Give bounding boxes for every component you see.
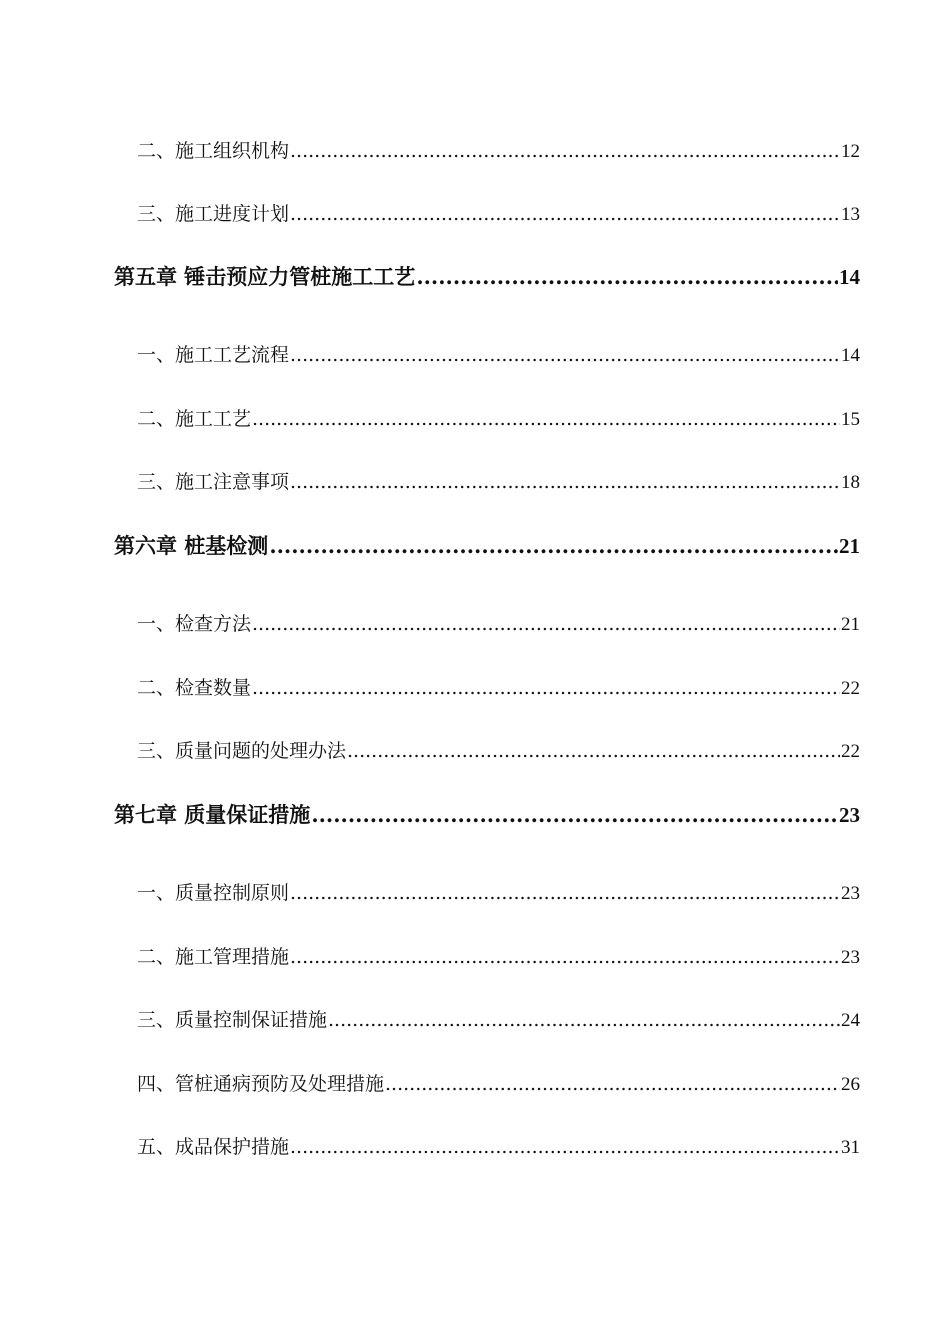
toc-entry[interactable] [137, 1005, 860, 1035]
toc-dot-leader [416, 262, 838, 292]
toc-dot-leader [290, 942, 840, 972]
toc-entry-title: 二、检查数量 [137, 677, 252, 699]
toc-dot-leader [290, 340, 840, 370]
toc-page-number: 12 [841, 141, 860, 162]
toc-dot-leader [269, 531, 838, 561]
toc-entry[interactable] [137, 136, 860, 166]
toc-entry[interactable] [137, 878, 860, 908]
toc-page-number: 31 [841, 1137, 860, 1158]
toc-dot-leader [290, 878, 840, 908]
toc-page-number: 21 [839, 534, 860, 558]
toc-entry-title: 一、检查方法 [137, 613, 252, 635]
toc-dot-leader [290, 467, 840, 497]
toc-page-number: 14 [841, 345, 860, 366]
toc-entry[interactable] [137, 1069, 860, 1099]
toc-dot-leader [385, 1069, 840, 1099]
toc-entry-title: 一、施工工艺流程 [137, 344, 290, 366]
toc-dot-leader [252, 609, 840, 639]
toc-entry[interactable] [137, 609, 860, 639]
toc-entry[interactable] [137, 1132, 860, 1162]
toc-entry[interactable] [137, 199, 860, 229]
toc-entry[interactable] [137, 942, 860, 972]
toc-page-number: 13 [841, 204, 860, 225]
toc-page-number: 22 [841, 741, 860, 762]
toc-dot-leader [290, 1132, 840, 1162]
toc-entry-title: 一、质量控制原则 [137, 882, 290, 904]
toc-entry[interactable] [137, 404, 860, 434]
toc-dot-leader [252, 673, 840, 703]
toc-entry-title: 二、施工组织机构 [137, 140, 290, 162]
toc-entry-title: 二、施工管理措施 [137, 946, 290, 968]
toc-dot-leader [290, 136, 840, 166]
toc-entry[interactable] [137, 340, 860, 370]
toc-chapter-title: 第五章 锤击预应力管桩施工工艺 [114, 264, 416, 289]
toc-chapter-entry[interactable] [114, 531, 860, 561]
toc-dot-leader [290, 199, 840, 229]
toc-chapter-title: 第七章 质量保证措施 [114, 802, 311, 827]
toc-page-number: 23 [841, 947, 860, 968]
toc-dot-leader [347, 736, 840, 766]
toc-entry-title: 三、质量控制保证措施 [137, 1009, 328, 1031]
toc-chapter-entry[interactable] [114, 800, 860, 830]
toc-page-number: 23 [841, 883, 860, 904]
toc-entry-title: 三、施工注意事项 [137, 471, 290, 493]
toc-entry[interactable] [137, 467, 860, 497]
toc-entry-title: 二、施工工艺 [137, 408, 252, 430]
toc-entry[interactable] [137, 736, 860, 766]
toc-entry-title: 三、施工进度计划 [137, 203, 290, 225]
toc-page-number: 14 [839, 265, 860, 289]
toc-chapter-title: 第六章 桩基检测 [114, 533, 269, 558]
toc-page-number: 26 [841, 1074, 860, 1095]
toc-page-number: 18 [841, 472, 860, 493]
toc-entry-title: 五、成品保护措施 [137, 1136, 290, 1158]
toc-page-number: 23 [839, 803, 860, 827]
toc-chapter-entry[interactable] [114, 262, 860, 292]
toc-page-number: 15 [841, 409, 860, 430]
toc-dot-leader [328, 1005, 840, 1035]
toc-entry-title: 三、质量问题的处理办法 [137, 740, 347, 762]
toc-page-number: 21 [841, 614, 860, 635]
toc-page-number: 22 [841, 678, 860, 699]
toc-dot-leader [252, 404, 840, 434]
toc-dot-leader [311, 800, 838, 830]
toc-entry[interactable] [137, 673, 860, 703]
toc-entry-title: 四、管桩通病预防及处理措施 [137, 1073, 385, 1095]
toc-page-number: 24 [841, 1010, 860, 1031]
